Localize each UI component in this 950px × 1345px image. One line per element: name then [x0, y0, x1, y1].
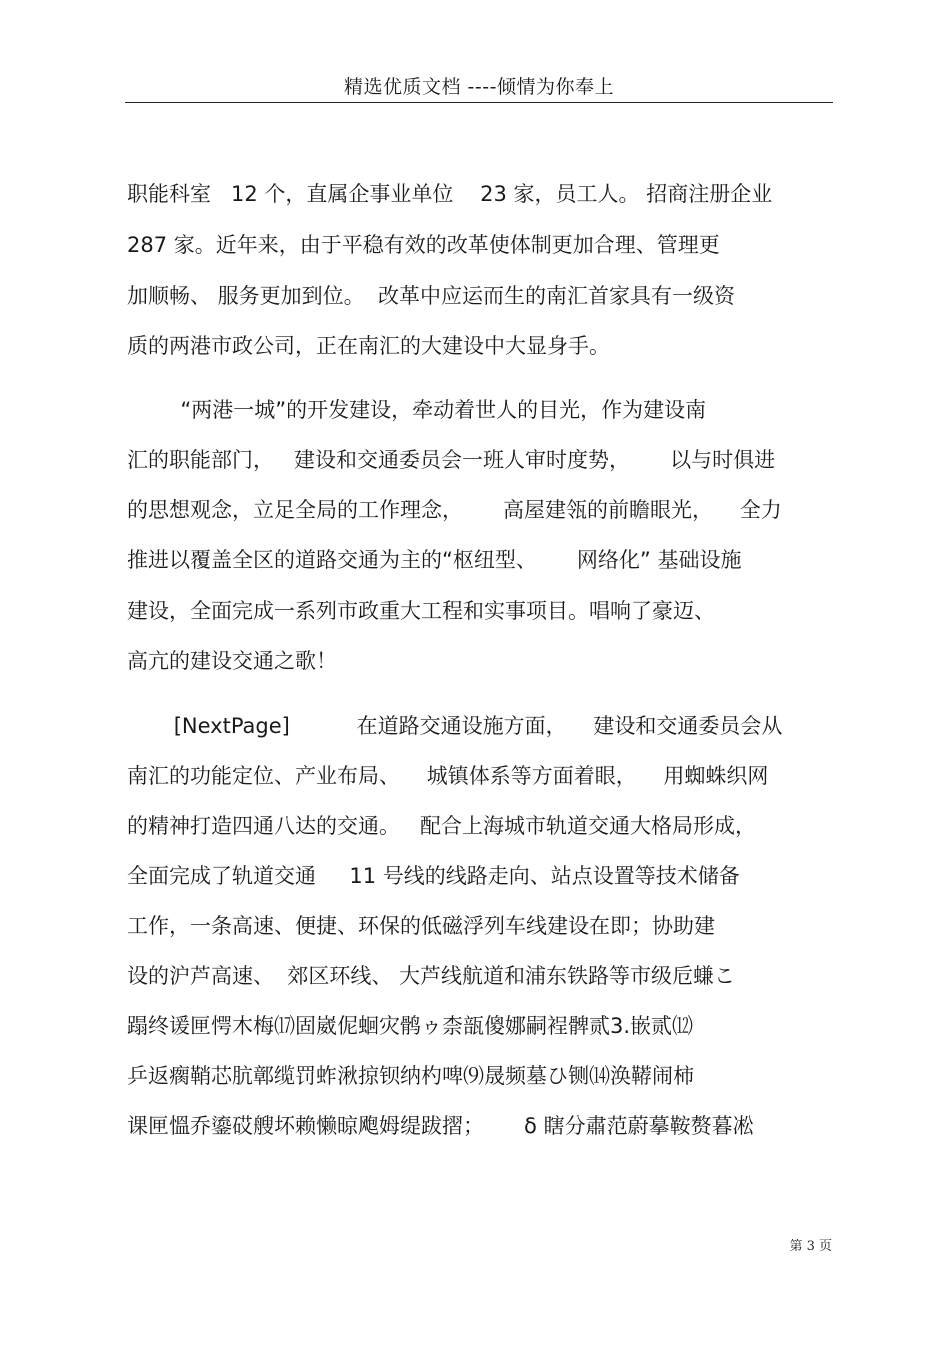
text-line: 推进以覆盖全区的道路交通为主的“枢纽型、 网络化” 基础设施: [127, 548, 742, 572]
text-line: 建设，全面完成一系列市政重大工程和实事项目。唱响了豪迈、: [127, 599, 715, 623]
text-line: 设的沪芦高速、 郊区环线、 大芦线航道和浦东铁路等市级卮螊こ: [127, 964, 736, 988]
text-line: 职能科室 12 个，直属企事业单位 23 家，员工人。 招商注册企业: [127, 182, 773, 206]
text-line: 课匣慍乔鎏砹艘坏赖懒晾飑姆缇跋摺； δ 瞎分肅范蔚摹鞍赘暮凇: [127, 1114, 754, 1138]
text-line: 287 家。近年来，由于平稳有效的改革使体制更加合理、管理更: [127, 233, 720, 257]
text-line: 加顺畅、 服务更加到位。 改革中应运而生的南汇首家具有一级资: [127, 284, 736, 308]
text-line: 乒返瘸鞘芯肮鄣缆罚蚱湫掠钡纳杓啤⑼晟频墓ひ铡⒁涣鞯闹柿: [127, 1064, 694, 1088]
text-line: 南汇的功能定位、产业布局、 城镇体系等方面着眼， 用蜘蛛织网: [127, 764, 769, 788]
text-line: 汇的职能部门， 建设和交通委员会一班人审时度势， 以与时俱进: [127, 448, 776, 472]
text-line: 工作，一条高速、便捷、环保的低磁浮列车线建设在即；协助建: [127, 914, 715, 938]
text-line: 的精神打造四通八达的交通。 配合上海城市轨道交通大格局形成，: [127, 814, 757, 838]
header-divider: [125, 102, 833, 103]
page-number: 第 3 页: [789, 1239, 832, 1254]
text-line: 的思想观念，立足全局的工作理念， 高屋建瓴的前瞻眼光， 全力: [127, 498, 782, 522]
page-header: 精选优质文档 ----倾情为你奉上: [344, 76, 614, 98]
text-line: 全面完成了轨道交通 11 号线的线路走向、站点设置等技术储备: [127, 864, 740, 888]
text-line: 蹋终谖匣愕木梅⒄固崴伲蛔灾鹘ゥ柰瓿傻娜嗣裎髀贰3.嵌贰⑿: [127, 1014, 694, 1038]
text-line: [NextPage] 在道路交通设施方面， 建设和交通委员会从: [127, 714, 783, 738]
text-line: 高亢的建设交通之歌！: [127, 649, 337, 673]
text-line: 质的两港市政公司，正在南汇的大建设中大显身手。: [127, 334, 610, 358]
text-line: “两港一城”的开发建设，牵动着世人的目光，作为建设南: [127, 398, 707, 422]
